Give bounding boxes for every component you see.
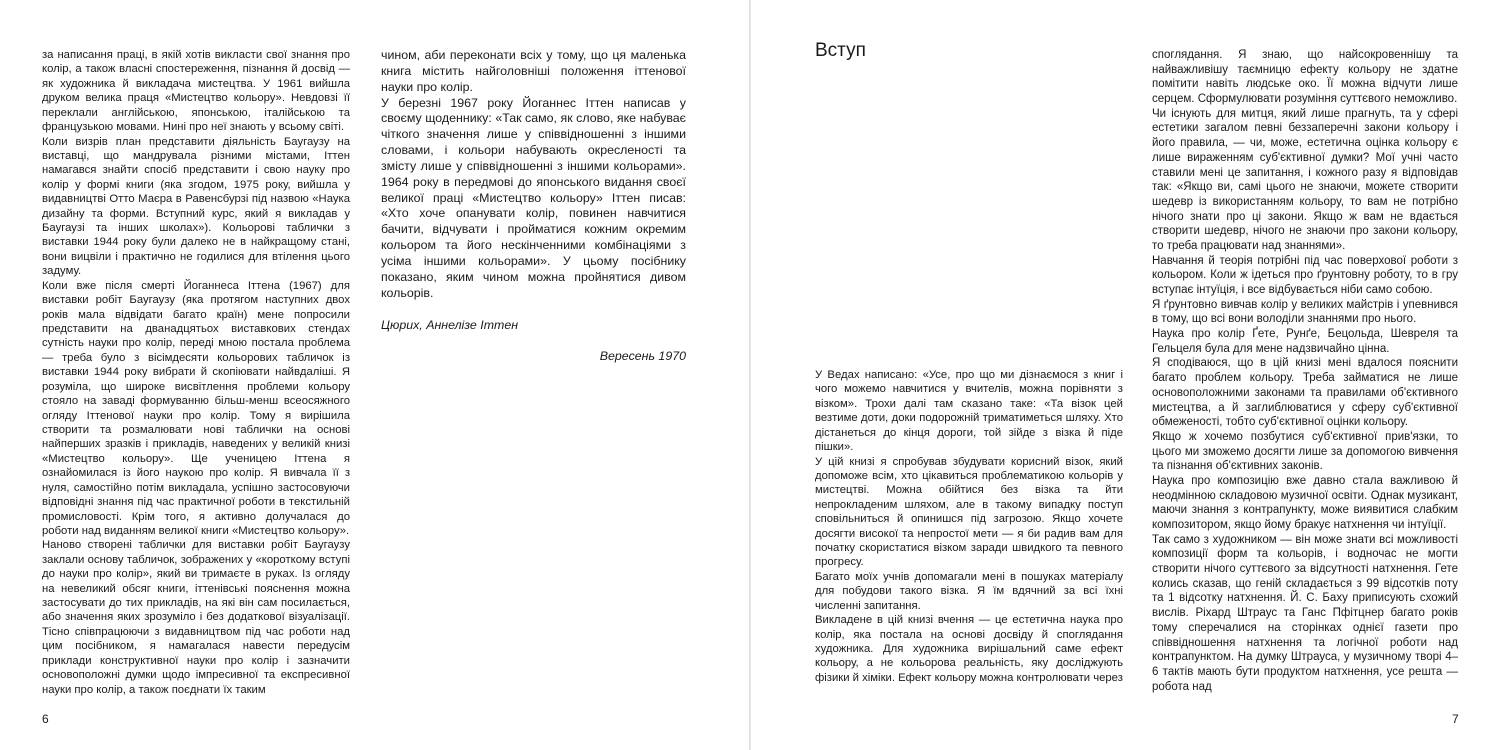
paragraph: Я сподіваюся, що в цій книзі мені вдалося пояснити багато проблем кольору. Треба займатися не лише основоположними законами та правилами об'єктивного мистецтва, а й заглиблюватися у сферу суб'єктивної обмеженості, тобто суб'єктивної оцінки кольору. xyxy=(1152,357,1458,429)
paragraph: Чи існують для митця, який лише прагнуть, та у сфері естетики загалом певні беззаперечні закони кольору і його правила, — чи, може, естетична оцінка кольору є лише вираженням суб'єктивної думки? Мої учні часто ставили мені це запитання, і кожного разу я відповідав так: «Якщо ви, самі цього не знаючи, можете створити шедевр із використанням кольору, то вам не потрібно нічого знати про ці закони. Якщо ж вам не вдається створити шедевр, нічого не знаючи про закони кольору, то треба працювати над знаннями». xyxy=(1152,107,1458,252)
page-number-left: 6 xyxy=(42,712,49,726)
date: Вересень 1970 xyxy=(599,349,686,364)
paragraph: чином, аби переконати всіх у тому, що ця маленька книга містить найголовніші положення іттенової науки про колір. xyxy=(381,48,686,94)
paragraph: У цій книзі я спробував збудувати корисний візок, який допоможе всім, хто цікавиться проблематикою кольорів у мистецтві. Можна обійтися без візка та йти непрокладеним шляхом, але в такому випадку поступ сповільниться й опинишся під загрозою. Якщо хочете досягти високої та непростої мети — я би радив вам для початку скористатися візком заради швидкого та певного прогресу. xyxy=(815,455,1123,569)
paragraph: У березні 1967 року Йоганнес Іттен написав у своєму щоденнику: «Так само, як слово, яке набуває чіткого значення лише у співвідношенні з іншими словами, і кольори набувають окресленості та змісту лише у співвідношенні з іншими кольорами». 1964 року в передмові до японського видання своєї великої праці «Мистецтво кольору» Іттен писав: «Хто хоче опанувати колір, повинен навчитися бачити, відчувати і пройматися кожним окремим кольором та його нескінченними комбінаціями з усіма іншими кольорами». У цьому посібнику показано, яким чином можна пройнятися дивом кольорів. xyxy=(381,95,686,300)
paragraph: Наука про композицію вже давно стала важливою й неодмінною складовою музичної освіти. Однак музикант, маючи знання з контрапункту, може виявитися слабким композитором, якщо йому бракує натхнення чи інтуїції. xyxy=(1152,474,1458,531)
paragraph: Багато моїх учнів допомагали мені в пошуках матеріалу для побудови такого візка. Я їм вдячний за всі їхні численні запитання. xyxy=(815,570,1123,612)
paragraph: Коли вже після смерті Йоганнеса Іттена (1967) для виставки робіт Баугаузу (яка протягом наступних двох років мала відвідати багато країн) мене попросили представити на дванадцятьох виставкових стендах сутність науки про колір, переді мною постала проблема — треба було з вісімдесяти кольорових табличок із виставки 1944 року вибрати й скопіювати найвдаліші. Я розуміла, що широке висвітлення проблеми кольору стояло на заваді формуванню більш-менш всеосяжного огляду Іттенової науки про колір. Тому я вирішила створити та розмалювати нові таблички на основі найперших зразків і прикладів, наведених у великій книзі «Мистецтво кольору». Ще ученицею Іттена я ознайомилася із його наукою про колір. Я вивчала її з нуля, самостійно потім викладала, успішно застосовуючи відповідні знання під час практичної роботи в текстильній промисловості. Крім того, я активно долучалася до роботи над виданням великої книги «Мистецтво кольору». xyxy=(42,279,350,537)
paragraph: Навчання й теорія потрібні під час поверхової роботи з кольором. Коли ж ідеться про ґрунтовну роботу, то в гру вступає інтуїція, і все відбувається ніби само собою. xyxy=(1152,254,1458,296)
paragraph: Коли визрів план представити діяльність Баугаузу на виставці, що мандрувала різними містами, Іттен намагався знайти спосіб представити і свою науку про колір у формі книги (яка згодом, 1975 року, вийшла у видавництві Отто Маєра в Равенсбурзі під назвою «Наука дизайну та форми. Вступний курс, який я викладав у Баугаузі та інших школах»). Кольорові таблички з виставки 1944 року були далеко не в найкращому стані, вони вицвіли і практично не годилися для втілення цього задуму. xyxy=(42,135,350,278)
paragraph: Я ґрунтовно вивчав колір у великих майстрів і упевнився в тому, що всі вони володіли знаннями про нього. xyxy=(1152,298,1458,326)
right-column-1 xyxy=(815,368,1123,685)
left-column-1 xyxy=(42,48,350,697)
paragraph: У Ведах написано: «Усе, про що ми дізнаємося з книг і чого можемо навчитися у вчителів, можна порівняти з візком». Трохи далі там сказано таке: «Та візок цей везтиме доти, доки подорожній триматиметься шляху. Хто дістанеться до кінця дороги, той зійде з візка й піде пішки». xyxy=(815,369,1123,454)
paragraph: Так само з художником — він може знати всі можливості композиції форм та кольорів, і водночас не могти створити нічого суттєвого за відсутності натхнення. Гете колись сказав, що геній складається з 99 відсотків поту та 1 відсотку натхнення. Й. С. Баху приписують схожий вислів. Ріхард Штраус та Ганс Пфітцнер багато років тому сперечалися на сторінках однієї газети про співвідношення натхнення та логічної роботи над контрапунктом. На думку Штрауса, у музичному творі 4–6 тактів мають бути продуктом натхнення, усе решта — робота над xyxy=(1152,533,1458,693)
paragraph: споглядання. Я знаю, що найсокровеннішу та найважливішу таємницю ефекту кольору не здатне помітити навіть людське око. Її можна відчути лише серцем. Сформулювати розуміння суттєвого неможливо. xyxy=(1152,49,1458,106)
paragraph: Викладене в цій книзі вчення — це естетична наука про колір, яка постала на основі досвіду й споглядання художника. Для художника вирішальний саме ефект кольору, а не кольорова реальність, яку досліджують фізики й хіміки. Ефект кольору можна контролювати через xyxy=(815,614,1123,684)
right-column-2 xyxy=(1152,48,1458,694)
page-number-right: 7 xyxy=(1452,712,1459,726)
signature: Цюрих, Аннелізе Іттен xyxy=(381,317,519,332)
paragraph: Якщо ж хочемо позбутися суб'єктивної прив'язки, то цього ми зможемо досягти лише за допомогою вивчення та пізнання об'єктивних законів. xyxy=(1152,430,1458,473)
paragraph: Наука про колір Ґете, Рунґе, Бецольда, Шевреля та Гельцеля була для мене надзвичайно цінна. xyxy=(1152,328,1458,355)
left-page xyxy=(0,0,749,750)
paragraph: за написання праці, в якій хотів викласти свої знання про колір, а також власні спостереження, пізнання й досвід — як художника й викладача мистецтва. У 1961 вийшла друком велика праця «Мистецтво кольору». Невдовзі її переклали англійською, японською, італійською та французькою мовами. Нині про неї знають у всьому світі. xyxy=(42,49,350,134)
paragraph: Наново створені таблички для виставки робіт Баугаузу заклали основу табличок, зображених у «короткому вступі до науки про колір», який ви тримаєте в руках. Із огляду на невеликий обсяг книги, іттенівські пояснення можна застосувати до тих прикладів, на які він сам посилається, або значення яких зрозуміло і без додаткової візуалізації. Тісно співпрацюючи з видавництвом під час роботи над цим посібником, я намагалася навести передусім приклади конструктивної науки про колір і зазначити основоположні думки щодо імпресивної та експресивної науки про колір, а також поєднати їх таким xyxy=(42,539,350,696)
left-column-2 xyxy=(381,48,686,365)
chapter-heading: Вступ xyxy=(815,40,866,61)
